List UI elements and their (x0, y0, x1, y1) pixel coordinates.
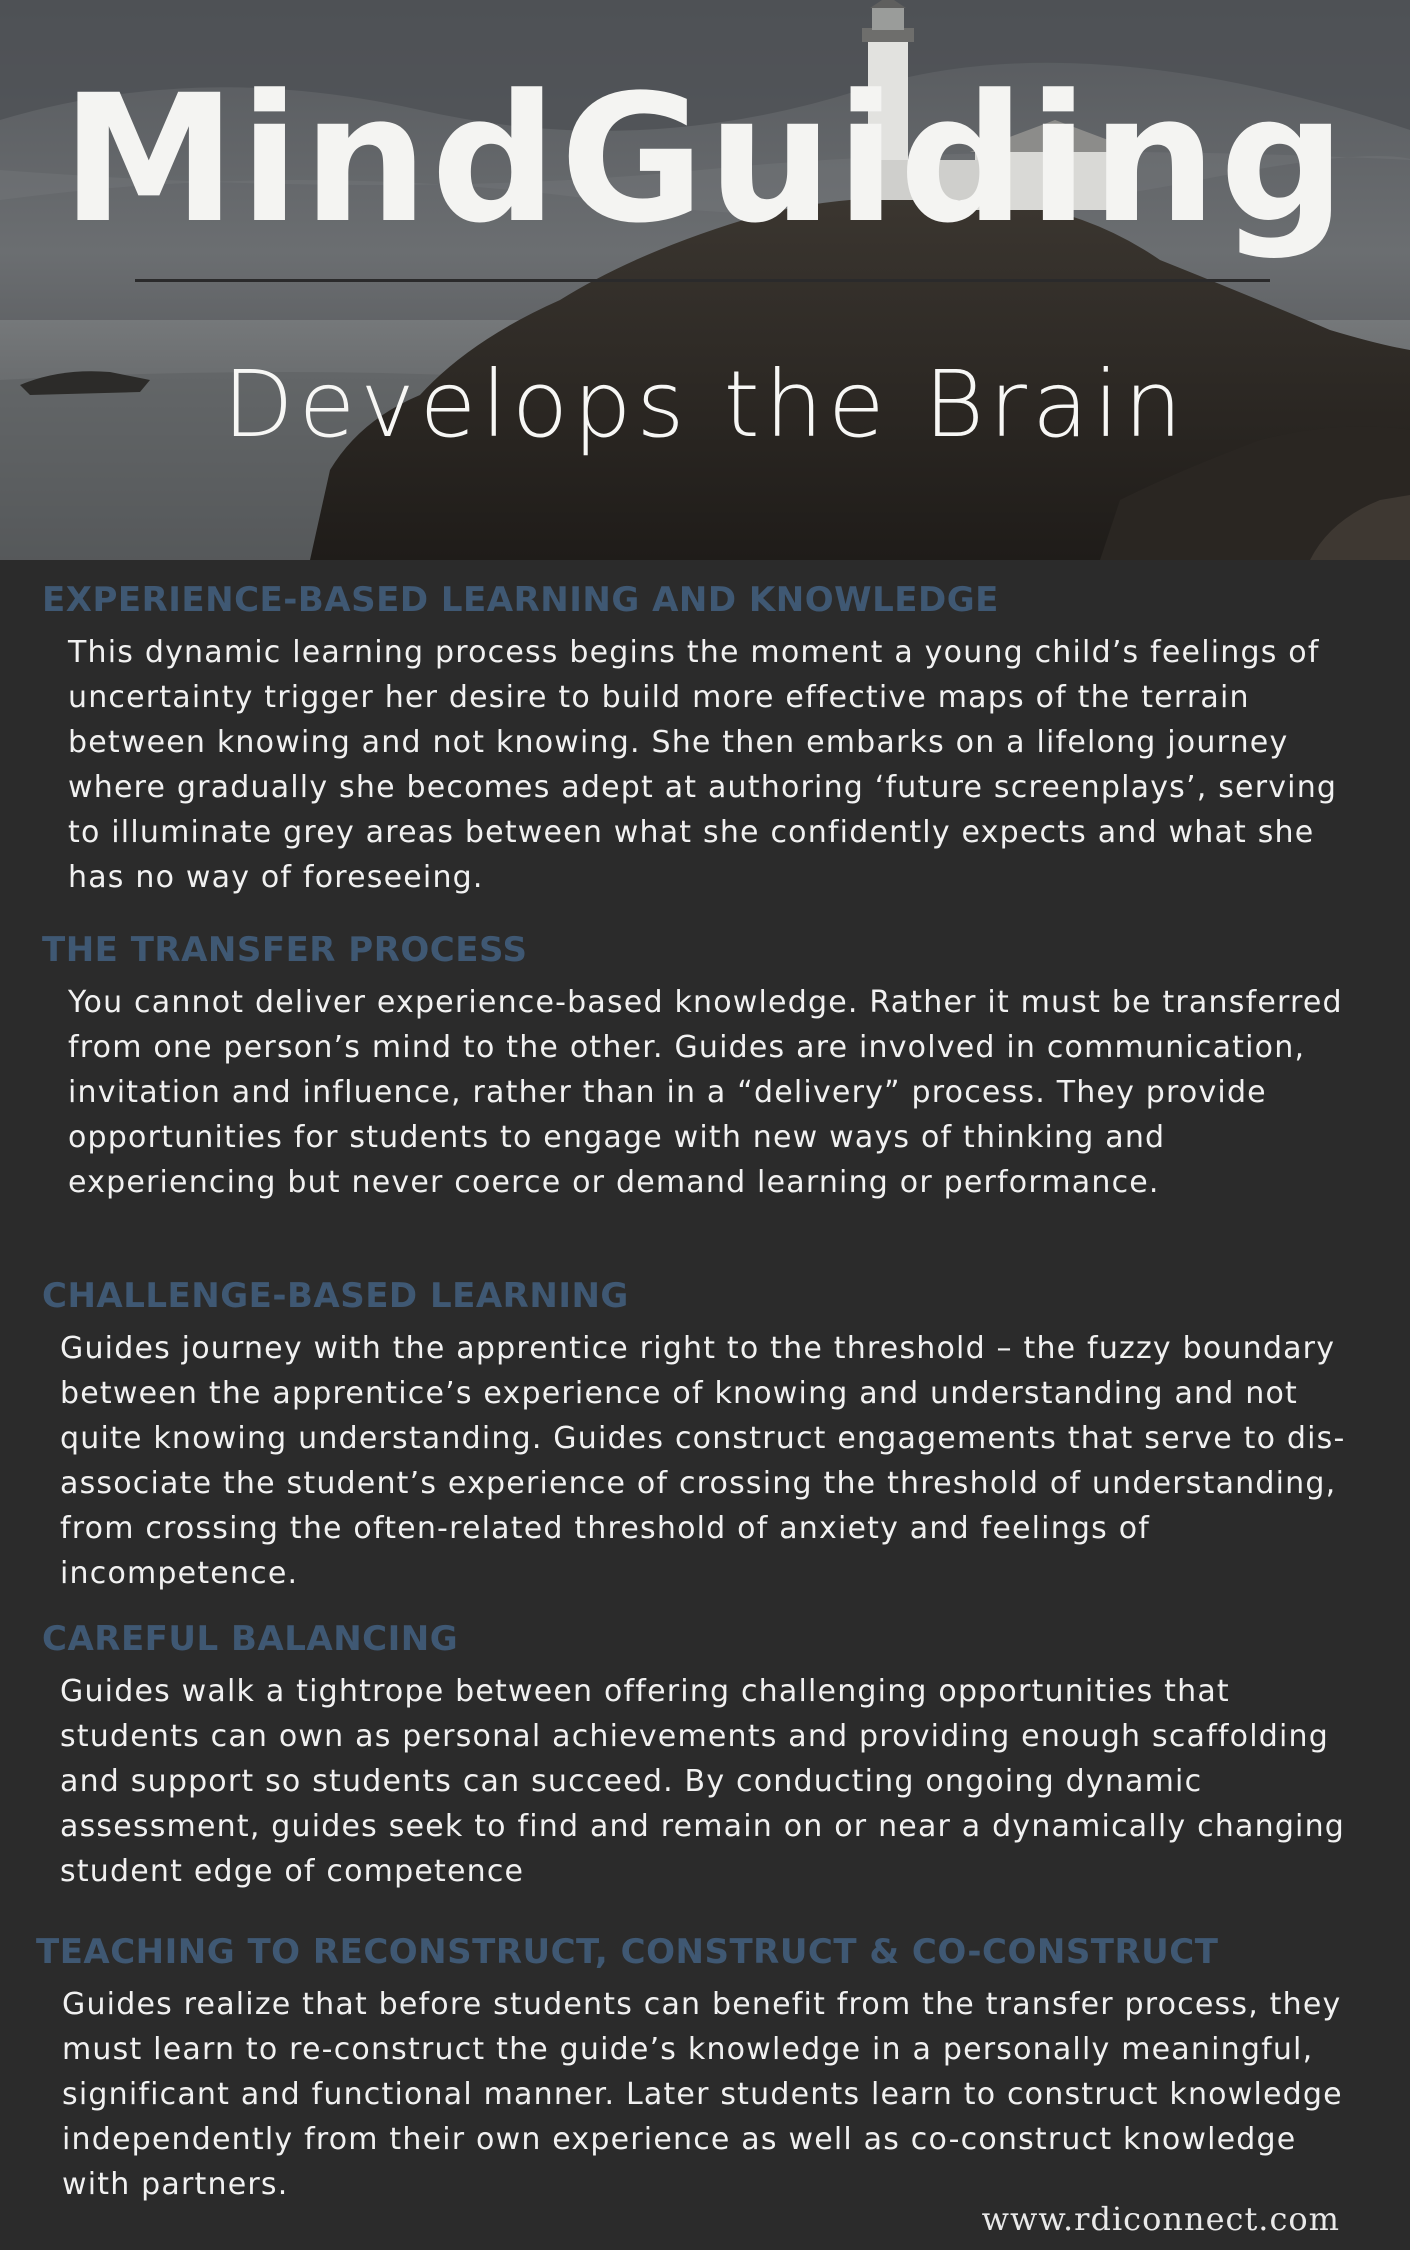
section-heading: CAREFUL BALANCING (42, 1619, 459, 1659)
section-body: Guides realize that before students can benefit from the transfer process, they must learn to re-construct the guide’s knowledge in a personally meaningful, significant and functional manner. Later students learn to construct knowledge independently from their own experience as well as co-construct knowledge with partners. (62, 1987, 1343, 2202)
title-divider (135, 279, 1270, 282)
section-body: Guides walk a tightrope between offering challenging opportunities that students can own as personal achievements and providing enough scaffolding and support so students can succeed. By conducting ongoing dynamic assessment, guides seek to find and remain on or near a dynamically changing student edge of competence (60, 1674, 1346, 1889)
footer-url[interactable]: www.rdiconnect.com (981, 2200, 1340, 2238)
section-body: Guides journey with the apprentice right to the threshold – the fuzzy boundary between the apprentice’s experience of knowing and understanding and not quite knowing understanding. Guides construct engagements that serve to dis-associate the student’s experience of crossing the threshold of understanding, from crossing the often-related threshold of anxiety and feelings of incompetence. (60, 1331, 1346, 1591)
page-title: MindGuiding (61, 57, 1349, 262)
section-body: You cannot deliver experience-based knowledge. Rather it must be transferred from one person’s mind to the other. Guides are involved in communication, invitation and influence, rather than in a “delivery” process. They provide opportunities for students to engage with new ways of thinking and experiencing but never coerce or demand learning or performance. (68, 985, 1343, 1200)
section-heading: TEACHING TO RECONSTRUCT, CONSTRUCT & CO-CONSTRUCT (36, 1932, 1219, 1972)
page-subtitle: Develops the Brain (222, 351, 1188, 458)
section-heading: CHALLENGE-BASED LEARNING (42, 1276, 629, 1316)
section-heading: EXPERIENCE-BASED LEARNING AND KNOWLEDGE (42, 580, 999, 620)
section-heading: THE TRANSFER PROCESS (42, 930, 528, 970)
section-body: This dynamic learning process begins the moment a young child’s feelings of uncertainty trigger her desire to build more effective maps of the terrain between knowing and not knowing. She then embarks on a lifelong journey where gradually she becomes adept at authoring ‘future screenplays’, serving to illuminate grey areas between what she confidently expects and what she has no way of foreseeing. (68, 635, 1338, 895)
hero-banner (0, 0, 1410, 560)
